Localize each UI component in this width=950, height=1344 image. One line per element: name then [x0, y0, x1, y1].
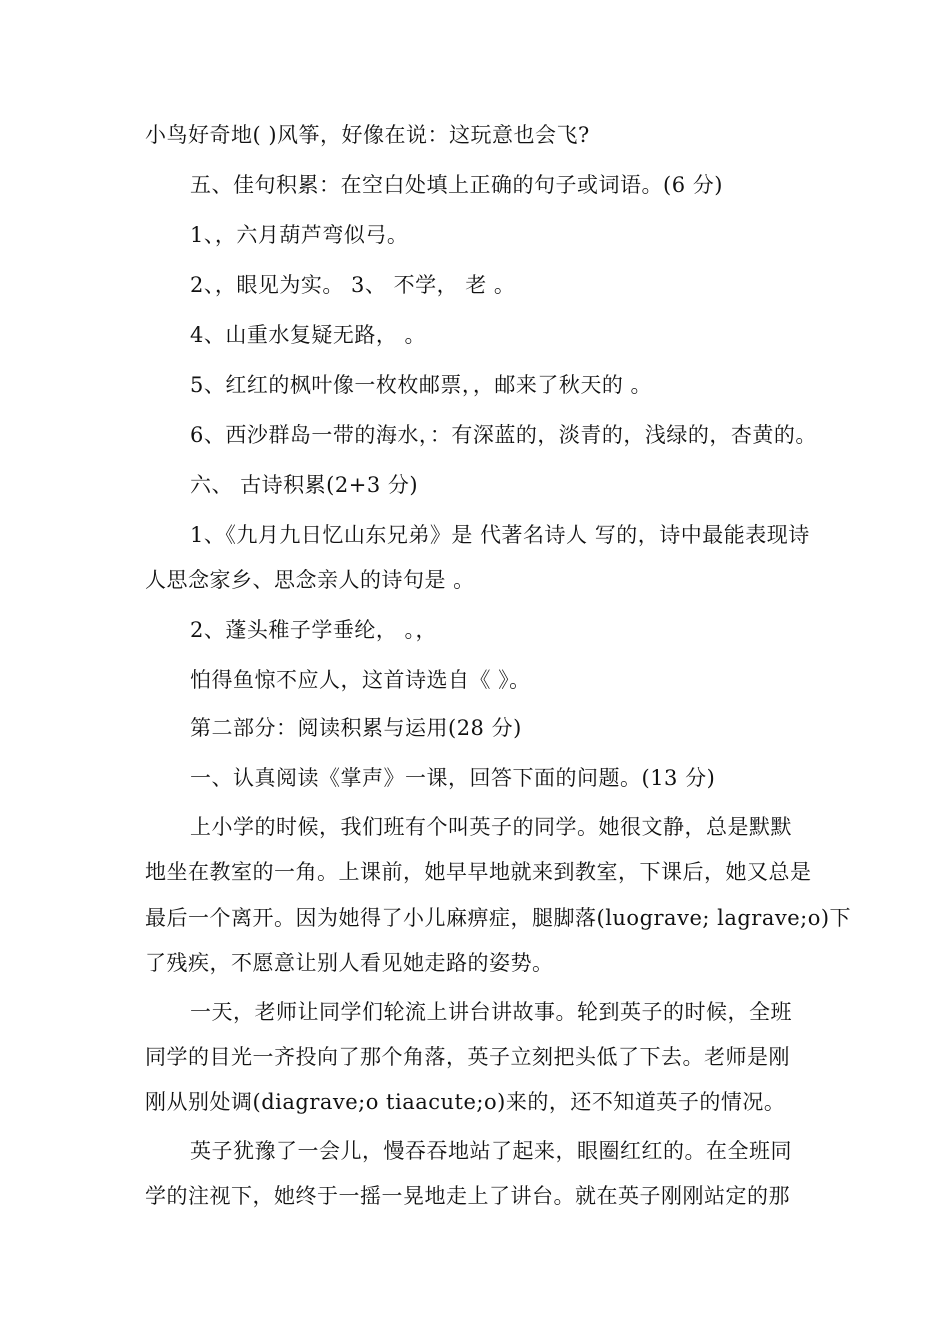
- text-line: 4、山重水复疑无路， 。: [190, 323, 427, 347]
- paragraph-line: 上小学的时候，我们班有个叫英子的同学。她很文静，总是默默: [190, 815, 792, 839]
- paragraph-line: 最后一个离开。因为她得了小儿麻痹症，腿脚落(luograve; lagrave;o)下: [145, 906, 852, 930]
- section-heading: 五、佳句积累：在空白处填上正确的句子或词语。(6 分): [190, 173, 723, 197]
- text-line: 6、西沙群岛一带的海水，：有深蓝的，淡青的，浅绿的，杏黄的。: [190, 423, 817, 447]
- text-line: 小鸟好奇地( )风筝，好像在说：这玩意也会飞?: [145, 123, 590, 147]
- text-line: 2、，眼见为实。 3、 不学， 老 。: [190, 273, 516, 297]
- paragraph-line: 学的注视下，她终于一摇一晃地走上了讲台。就在英子刚刚站定的那: [145, 1184, 790, 1208]
- text-line: 怕得鱼惊不应人，这首诗选自《 》。: [190, 668, 531, 692]
- text-line: 1、，六月葫芦弯似弓。: [190, 223, 409, 247]
- paragraph-line: 英子犹豫了一会儿，慢吞吞地站了起来，眼圈红红的。在全班同: [190, 1139, 792, 1163]
- paragraph-line: 同学的目光一齐投向了那个角落，英子立刻把头低了下去。老师是刚: [145, 1045, 790, 1069]
- section-heading: 第二部分：阅读积累与运用(28 分): [190, 716, 522, 740]
- text-line: 人思念家乡、思念亲人的诗句是 。: [145, 568, 475, 592]
- paragraph-line: 一天，老师让同学们轮流上讲台讲故事。轮到英子的时候，全班: [190, 1000, 792, 1024]
- text-line: 2、蓬头稚子学垂纶， 。，: [190, 618, 438, 642]
- section-heading: 一、认真阅读《掌声》一课，回答下面的问题。(13 分): [190, 766, 716, 790]
- paragraph-line: 刚从别处调(diagrave;o tiaacute;o)来的，还不知道英子的情况。: [145, 1090, 786, 1114]
- text-line: 5、红红的枫叶像一枚枚邮票，，邮来了秋天的 。: [190, 373, 653, 397]
- paragraph-line: 地坐在教室的一角。上课前，她早早地就来到教室，下课后，她又总是: [145, 860, 812, 884]
- text-line: 1、《九月九日忆山东兄弟》是 代著名诗人 写的，诗中最能表现诗: [190, 523, 810, 547]
- paragraph-line: 了残疾，不愿意让别人看见她走路的姿势。: [145, 951, 554, 975]
- section-heading: 六、 古诗积累(2+3 分): [190, 473, 419, 497]
